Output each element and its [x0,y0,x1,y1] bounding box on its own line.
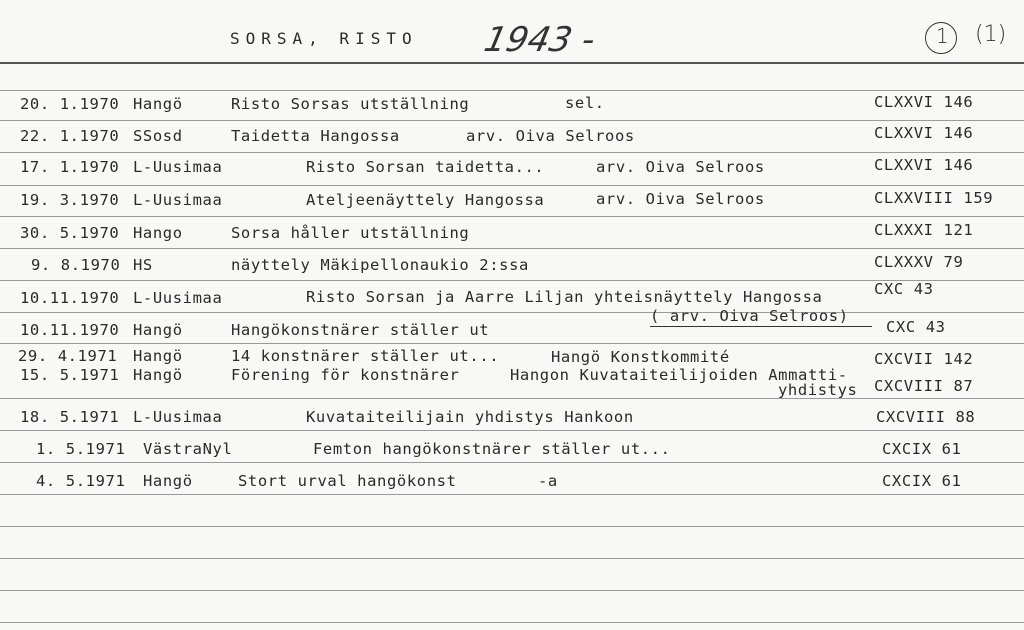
entry-ref: CXCVII 142 [874,350,974,368]
entry-source: Hangö [133,321,183,339]
entry-source: L-Uusimaa [133,289,223,307]
entry-title: Risto Sorsas utställning [231,95,470,113]
entry-date: 1. 5.1971 [36,440,126,458]
entry-ref: CXCIX 61 [882,472,962,490]
entry-date: 22. 1.1970 [20,127,120,145]
entry-ref: CLXXXI 121 [874,221,974,239]
entry-note: sel. [565,94,605,112]
card-number-paren: (1) [975,22,1007,47]
entry-ref: CLXXVI 146 [874,93,974,111]
entry-title: Ateljeenäyttely Hangossa [306,191,545,209]
entry-note: arv. Oiva Selroos [596,190,765,208]
entry-note: Hangon Kuvataiteilijoiden Ammatti- [510,366,848,384]
entry-date: 17. 1.1970 [20,158,120,176]
entry-date: 9. 8.1970 [31,256,121,274]
entry-title: Hangökonstnärer ställer ut [231,321,490,339]
entry-source: Hangö [133,366,183,384]
entry-ref: CLXXVI 146 [874,156,974,174]
entry-ref: CLXXVI 146 [874,124,974,142]
entry-date: 29. 4.1971 [18,347,118,365]
entry-date: 4. 5.1971 [36,472,126,490]
entry-note: -a [538,472,558,490]
entry-source: Hango [133,224,183,242]
entry-title: Risto Sorsan ja Aarre Liljan yhteisnäyttely Hangossa [306,288,823,306]
entry-ref: CXCIX 61 [882,440,962,458]
entry-source: L-Uusimaa [133,191,223,209]
entry-date: 15. 5.1971 [20,366,120,384]
entry-title: Kuvataiteilijain yhdistys Hankoon [306,408,634,426]
entry-date: 20. 1.1970 [20,95,120,113]
entry-title: Stort urval hangökonst [238,472,457,490]
card-title: SORSA, RISTO [230,29,418,48]
entry-date: 19. 3.1970 [20,191,120,209]
entry-source: L-Uusimaa [133,158,223,176]
card-number: 1 [936,24,949,48]
entry-date: 10.11.1970 [20,289,120,307]
entry-date: 10.11.1970 [20,321,120,339]
entry-date: 18. 5.1971 [20,408,120,426]
birth-year: 1943 - [480,20,599,60]
entry-ref: CXC 43 [874,280,934,298]
entry-ref: CLXXXV 79 [874,253,964,271]
entry-title: Risto Sorsan taidetta... [306,158,545,176]
entry-source: L-Uusimaa [133,408,223,426]
entry-source: HS [133,256,153,274]
entry-ref: CXCVIII 87 [874,377,974,395]
entry-title: 14 konstnärer ställer ut... [231,347,500,365]
entry-date: 30. 5.1970 [20,224,120,242]
entry-ref: CXC 43 [886,318,946,336]
entry-source: Hangö [133,347,183,365]
entry-note: arv. Oiva Selroos [466,127,635,145]
entry-source: Hangö [133,95,183,113]
entry-source: VästraNyl [143,440,233,458]
entry-note-continued: yhdistys [778,381,858,399]
entry-title: Förening för konstnärer [231,366,460,384]
entry-title: näyttely Mäkipellonaukio 2:ssa [231,256,529,274]
entry-ref: CLXXVIII 159 [874,189,994,207]
note-underline [650,326,872,327]
entry-title: Taidetta Hangossa [231,127,400,145]
entry-ref: CXCVIII 88 [876,408,976,426]
entry-note: Hangö Konstkommité [551,348,730,366]
entry-note: ( arv. Oiva Selroos) [650,307,849,325]
entry-source: SSosd [133,127,183,145]
entry-note: arv. Oiva Selroos [596,158,765,176]
entry-title: Sorsa håller utställning [231,224,470,242]
entry-title: Femton hangökonstnärer ställer ut... [313,440,671,458]
entry-source: Hangö [143,472,193,490]
